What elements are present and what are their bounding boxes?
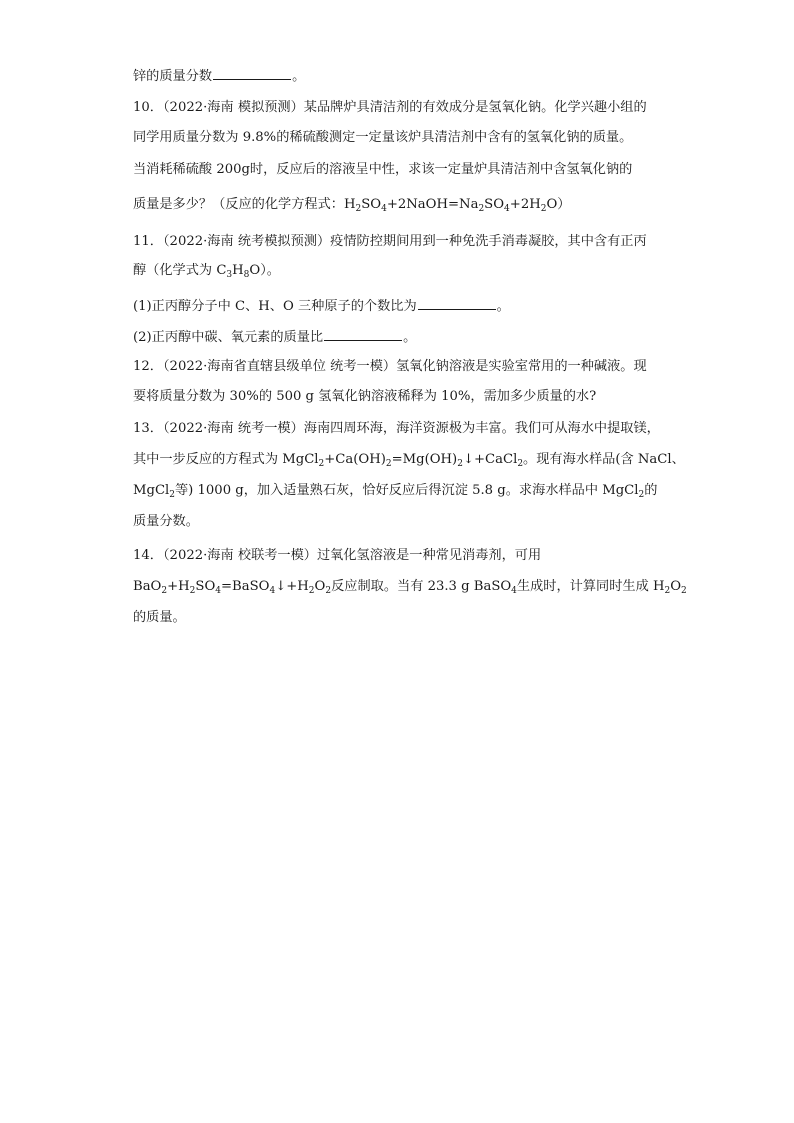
q11-part-1: (1)正丙醇分子中 C、H、O 三种原子的个数比为 。 <box>133 296 510 316</box>
q9-tail-line <box>133 66 305 86</box>
q10-line-3: 当消耗稀硫酸 200g时，反应后的溶液呈中性，求该一定量炉具清洁剂中含氢氧化钠的 <box>133 162 633 177</box>
q13-line-1: 13．（2022·海南 统考一模）海南四周环海，海洋资源极为丰富。我们可从海水中提取镁， <box>133 421 660 436</box>
q13-line-4: 质量分数。 <box>133 514 199 529</box>
q10-equation-line: 质量是多少？（反应的化学方程式：$H_2SO_4+2NaOH=Na_2SO_4+2H_2O$） <box>133 197 571 214</box>
q10-line-1: 10．（2022·海南 模拟预测）某品牌炉具清洁剂的有效成分是氢氧化钠。化学兴趣小组的 <box>133 100 647 115</box>
punct: 。 <box>292 69 306 84</box>
answer-blank[interactable] <box>213 66 291 80</box>
q11-line-1: 11．（2022·海南 统考模拟预测）疫情防控期间用到一种免洗手消毒凝胶，其中含有正丙 <box>133 234 647 249</box>
answer-blank[interactable] <box>324 327 402 341</box>
q13-line-2: 其中一步反应的方程式为 $MgCl_2+Ca(OH)_2=Mg(OH)_2↓+CaCl_2$。现有海水样品(含 NaCl、 <box>133 452 685 469</box>
q12-line-1: 12．（2022·海南省直辖县级单位 统考一模）氢氧化钠溶液是实验室常用的一种碱液。现 <box>133 359 647 374</box>
q11-part-2: (2)正丙醇中碳、氧元素的质量比 。 <box>133 327 416 347</box>
q14-line-2: $BaO_2+H_2SO_4=BaSO_4↓+H_2O_2$反应制取。当有 23.3 g BaSO$_4$生成时，计算同时生成 $H_2O_2$ <box>133 579 687 596</box>
q10-line-2: 同学用质量分数为 9.8%的稀硫酸测定一定量该炉具清洁剂中含有的氢氧化钠的质量。 <box>133 130 633 145</box>
q14-line-3: 的质量。 <box>133 610 186 625</box>
q9-text: 锌的质量分数 <box>133 69 213 84</box>
answer-blank[interactable] <box>418 296 496 310</box>
q11-line-2: 醇（化学式为 $C_3H_8O$）。 <box>133 263 280 280</box>
q14-line-1: 14．（2022·海南 校联考一模）过氧化氢溶液是一种常见消毒剂，可用 <box>133 548 542 563</box>
q12-line-2: 要将质量分数为 30%的 500 g 氢氧化钠溶液稀释为 10%，需加多少质量的水? <box>133 389 597 404</box>
q13-line-3: MgCl$_2$等) 1000 g，加入适量熟石灰，恰好反应后得沉淀 5.8 g。求海水样品中 MgCl$_2$的 <box>133 483 658 500</box>
